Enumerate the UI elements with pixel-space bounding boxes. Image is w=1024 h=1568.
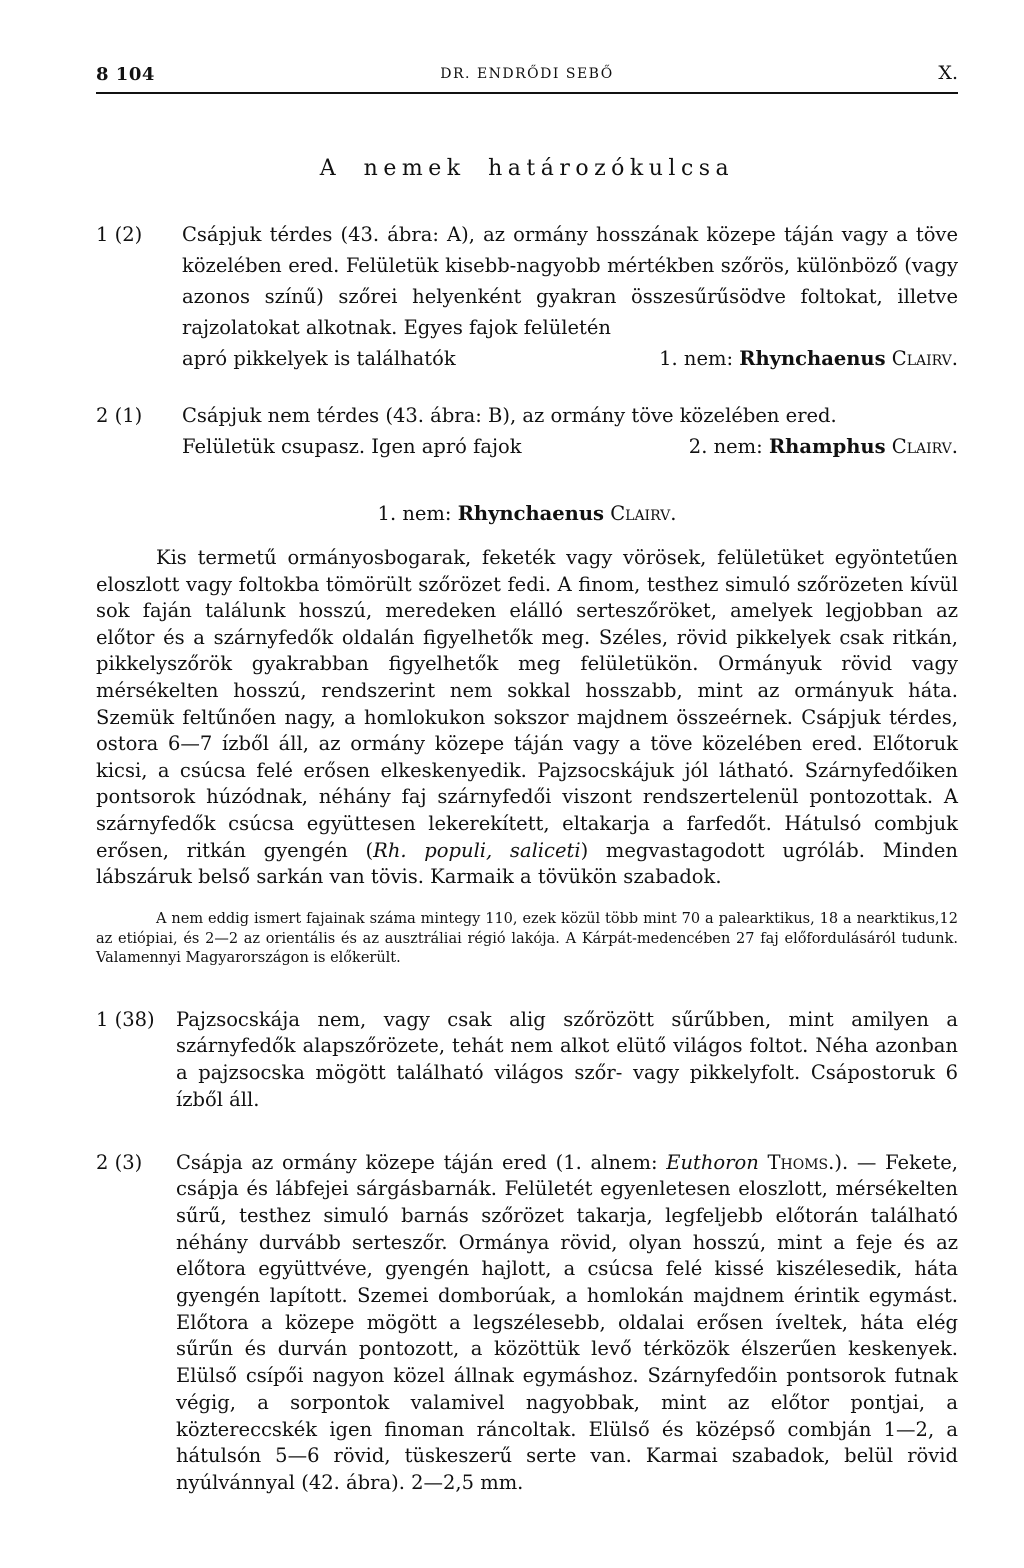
couplet-number: 2 (1) [96,404,143,427]
running-author: DR. ENDRŐDI SEBŐ [440,66,614,82]
distribution-note: A nem eddig ismert fajainak száma mintegy 110, ezek közül több mint 70 a palearktikus, 18 a nearktikus,12 az etiópiai, és 2—2 az orientális és az ausztráliai régió lakója. A Kárpát-medencében 27 faj előfordulásáról tudunk. Valamennyi Magyarországon is előkerült. [96,911,958,967]
couplet-last-text: apró pikkelyek is találhatók [182,347,456,370]
couplet-number: 1 (38) [96,1007,155,1031]
couplet-last-text: Felületük csupasz. Igen apró fajok [182,435,522,458]
genus-key-couplet-2 [96,400,958,462]
couplet-text: Csápja az ormány közepe táján ered (1. alnem: Euthoron Thoms.). — Fekete, csápja és lábfejei sárgásbarnák. Felületét egyenletesen eloszlott, mérsékelten sűrű, testhez simuló barnás szőrözet takarja, legfeljebb előtorán található néhány durvább serteszőr. Ormánya rövid, olyan hosszú, mint a feje és az előtora együttvéve, gyengén hajlott, a csúcsa felé kissé kiszélesedik, háta gyengén lapított. Szemei domborúak, a homlokán majdnem érintik egymást. Előtora a közepe mögött a legszélesebb, oldalai erősen íveltek, háta elég sűrűn és durván pontozott, a közöttük levő térközök élszerűen keskenyek. Elülső csípői nagyon közel állnak egymáshoz. Szárnyfedőin pontsorok futnak végig, a sorpontok valamivel nagyobbak, mint az előtor pontjai, a köztereccskék igen finoman ráncoltak. Elülső és középső combján 1—2, a hátulsón 5—6 rövid, tüskeszerű serte van. Karmai szabadok, belül rövid nyúlvánnyal (42. ábra). 2—2,5 mm. [176,1150,959,1494]
species-key-couplet-1 [96,1007,958,1114]
page [96,56,958,1497]
key-title: A nemek határozókulcsa [319,156,735,181]
couplet-result: 1. nem: Rhynchaenus Clairv. [659,347,958,370]
couplet-text: Csápjuk térdes (43. ábra: A), az ormány hosszának közepe táján vagy a töve közelében ered. Felületük kisebb-nagyobb mértékben szőrös, különböző (vagy azonos színű) szőrei helyenként gyakran összesűrűsödve foltokat, illetve rajzolatokat alkotnak. Egyes fajok felületén [182,223,958,339]
section-number: X. [938,62,958,84]
genus-heading: 1. nem: Rhynchaenus Clairv. [377,502,677,525]
couplet-result: 2. nem: Rhamphus Clairv. [688,435,958,458]
genus-key-couplet-1 [96,219,958,374]
couplet-number: 2 (3) [96,1150,143,1174]
genus-description: Kis termetű ormányosbogarak, feketék vagy vörösek, felületüket egyöntetűen eloszlott vagy foltokba tömörült szőrözet fedi. A finom, testhez simuló szőrözeten kívül sok faján találunk hosszú, meredeken elálló serteszőröket, amelyek legjobban az előtor és a szárnyfedők oldalán figyelhetők meg. Széles, rövid pikkelyek csak ritkán, pikkelyszőrök gyakrabban figyelhetők meg felületükön. Ormányuk rövid vagy mérsékelten hosszú, rendszerint nem sokkal hosszabb, mint az ormányuk háta. Szemük feltűnően nagy, a homlokukon sokszor majdnem összeérnek. Csápjuk térdes, ostora 6—7 ízből áll, az ormány közepe táján vagy a töve közelében ered. Előtoruk kicsi, a csúcsa felé erősen elkeskenyedik. Pajzsocskájuk jól látható. Szárnyfedőiken pontsorok húzódnak, néhány faj szárnyfedői viszont rendszertelenül pontozottak. A szárnyfedők csúcsa együttesen lekerekített, eltakarja a farfedőt. Hátulsó combjuk erősen, ritkán gyengén (Rh. populi, saliceti) megvastagodott ugróláb. Minden lábszáruk belső sarkán van tövis. Karmaik a tövükön szabadok. [96,546,958,889]
couplet-text: Csápjuk nem térdes (43. ábra: B), az ormány töve közelében ered. [182,404,837,427]
couplet-number: 1 (2) [96,223,143,246]
species-key-couplet-2 [96,1150,958,1497]
running-header [96,56,958,94]
couplet-text: Pajzsocskája nem, vagy csak alig szőrözött sűrűbben, mint amilyen a szárnyfedők alapszőrözete, tehát nem alkot elütő világos foltot. Néha azonban a pajzsocska mögött található világos szőr- vagy pikkelyfolt. Csápostoruk 6 ízből áll. [176,1007,958,1111]
page-number: 8 104 [96,64,155,85]
